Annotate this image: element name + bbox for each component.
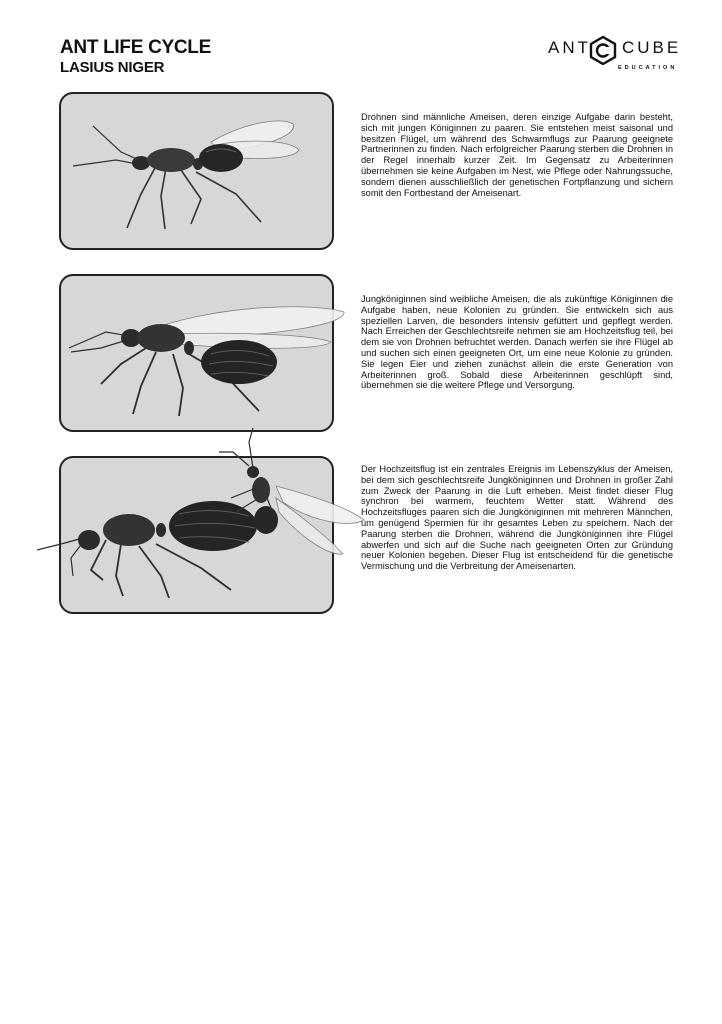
page-subtitle: LASIUS NIGER	[60, 59, 165, 76]
queen-image-card	[59, 274, 334, 432]
drone-image-card	[59, 92, 334, 250]
queen-description: Jungköniginnen sind weibliche Ameisen, die als zukünftige Königinnen die Aufgabe haben, neue Kolonien zu gründen. Sie entwickeln sich aus speziellen Larven, die besonders intensiv gefüttert und gepflegt werden. Nach Erreichen der Geschlechtsreife nehmen sie am Hochzeitsflug teil, bei dem sie von Drohnen befruchtet werden. Danach werfen sie ihre Flügel ab und suchen sich einen geeigneten Ort, um eine neue Kolonie zu gründen. Sie legen Eier und ziehen zunächst allein die erste Generation von Arbeiterinnen groß. Sobald diese Arbeiterinnen geschlüpft sind, übernehmen sie die weitere Pflege und Versorgung.	[361, 294, 673, 391]
nuptial-flight-mating-illustration	[61, 458, 332, 612]
logo-tagline: EDUCATION	[618, 65, 678, 71]
page-title: ANT LIFE CYCLE	[60, 37, 211, 58]
antcube-logo	[548, 38, 682, 74]
nuptial-flight-description: Der Hochzeitsflug ist ein zentrales Ereignis im Lebenszyklus der Ameisen, bei dem sich geschlechtsreife Jungköniginnen und Drohnen in großer Zahl zum Zweck der Paarung in die Luft erheben. Meist findet dieser Flug synchron bei warmem, feuchtem Wetter statt. Während des Hochzeitsfluges paaren sich die Jungköniginnen mit mehreren Männchen, um genügend Spermien für ihr gesamtes Leben zu speichern. Nach der Paarung sterben die Drohnen, während die Jungköniginnen ihre Flügel abwerfen und sich auf die Suche nach geeigneten Orten zur Gründung neuer Kolonien begeben. Dieser Flug ist entscheidend für die genetische Vermischung und die Verbreitung der Ameisenarten.	[361, 464, 673, 572]
drone-description: Drohnen sind männliche Ameisen, deren einzige Aufgabe darin besteht, sich mit jungen Königinnen zu paaren. Sie entstehen meist saisonal und besitzen Flügel, um während des Schwarmflugs zur Paarung geeignete Partnerinnen zu finden. Nach erfolgreicher Paarung sterben die Drohnen in der Regel innerhalb kurzer Zeit. Im Gegensatz zu Arbeiterinnen übernehmen sie keine Aufgaben im Nest, wie Pflege oder Nahrungssuche, sondern dienen ausschließlich der genetischen Fortpflanzung und sichern somit den Fortbestand der Ameisenart.	[361, 112, 673, 198]
young-queen-illustration	[61, 276, 332, 430]
drone-ant-illustration	[61, 94, 332, 248]
cube-c-icon	[588, 35, 618, 65]
logo-word-ant: ANT	[548, 38, 591, 57]
mating-image-card	[59, 456, 334, 614]
logo-word-cube: CUBE	[622, 38, 682, 57]
